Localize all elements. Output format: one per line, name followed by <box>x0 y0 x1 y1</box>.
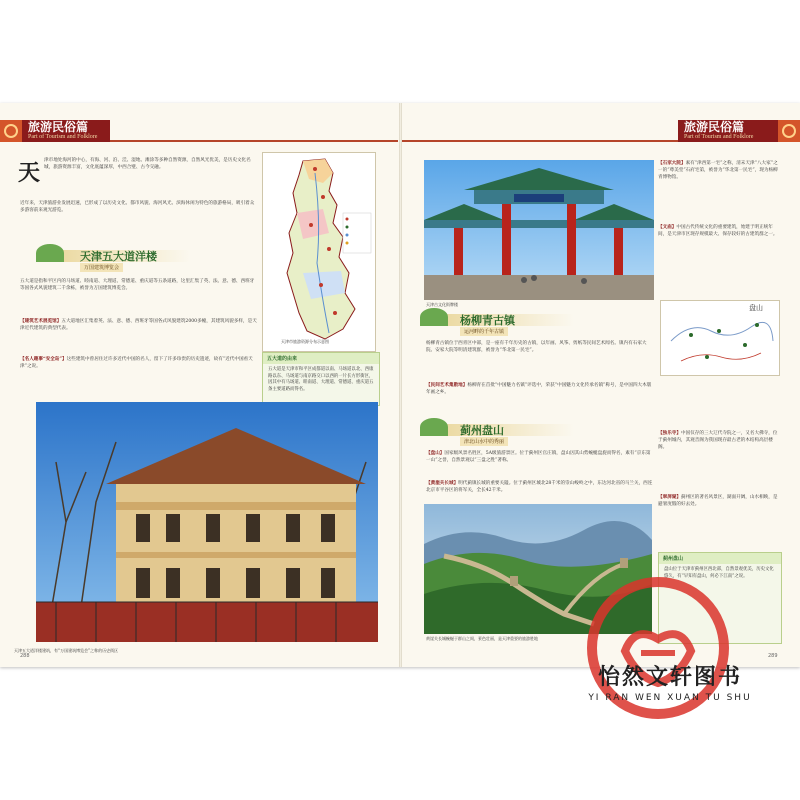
section-subtitle-panshan: 津北山水中的秀丽 <box>460 437 508 446</box>
great-wall-photo-caption: 黄崖关长城蜿蜒于群山之间，景色壮丽，是天津重要的旅游胜地 <box>426 636 538 641</box>
ornament-icon <box>0 120 22 142</box>
yangliuqing-item <box>426 382 654 402</box>
archway-photo <box>424 160 654 300</box>
left-header <box>0 120 398 142</box>
item-text: 杨柳青在首批“中国魅力名镇”评选中，荣获“中国魅力文化传承名镇”称号，是中国四大木版年画之乡。 <box>426 383 652 395</box>
wudadao-photo <box>36 402 378 642</box>
panshan-map-graphic <box>661 301 779 375</box>
left-header-rule <box>110 140 398 142</box>
item-label: 【建筑艺术展览馆】 <box>20 319 62 324</box>
item-label: 【民间艺术集散地】 <box>426 383 468 388</box>
section-subtitle-yangliuqing: 运河畔的千年古镇 <box>460 327 508 336</box>
archway-photo-caption: 天津古文化街牌楼 <box>426 302 458 307</box>
column-item-4 <box>658 494 778 544</box>
item-text: 中国仅存的三大辽代寺院之一，又名大佛寺，位于蓟州城内，其观音阁为我国现存最古老的木结构高层楼阁。 <box>658 431 778 450</box>
item-text: 这些建筑中曾居住过许多近代中国的名人，留下了许多珍贵的历史遗迹，故有“近代中国看天津”之说。 <box>20 357 253 369</box>
intro-paragraph: 津市地处海河的中心，有海、河、泊、洼、湿地、滩涂等多种自然资源，自然风光优美，是历史文化名城，旅游资源丰富，文化底蕴深厚，中西合璧、古今交融。 <box>44 158 251 170</box>
column-item-1 <box>658 160 778 220</box>
panshan-map <box>660 300 780 376</box>
section-title-wudadao: 天津五大道洋楼 <box>80 250 157 263</box>
sidebox-wudadao-origin <box>262 352 380 406</box>
right-header-rule <box>402 140 678 142</box>
section-title-panshan: 蓟州盘山 <box>460 424 504 437</box>
map-caption: 天津市旅游资源分布示意图 <box>281 339 329 344</box>
sidebox-title: 五大道的由来 <box>263 353 379 364</box>
header-title-zh: 旅游民俗篇 <box>28 120 89 134</box>
wudadao-photo-caption: 天津五大道洋楼建筑，有“万国建筑博览会”之称的历史街区 <box>14 648 119 653</box>
section-subtitle-wudadao: 万国建筑博览会 <box>80 263 123 272</box>
sidebox-text: 五大道是天津市和平区成都道以南、马场道以北、西康路以东、马场道与南京路交口以西的一片长方形街区，因其中有马场道、睦南道、大理道、常德道、重庆道五条主要道路而得名。 <box>268 367 374 392</box>
item-label: 【石家大院】 <box>658 161 686 166</box>
right-header <box>402 120 800 142</box>
item-label: 【盘山】 <box>426 451 445 456</box>
header-title-en: Part of Tourism and Folklore <box>28 134 98 140</box>
wudadao-paragraph: 五大道是指和平区内的马场道、睦南道、大理道、常德道、重庆道等五条道路，这里汇集了英、法、意、德、西班牙等国各式风貌建筑二千余栋，被誉为万国建筑博览会。 <box>20 279 255 291</box>
right-header-title <box>678 120 778 142</box>
wudadao-item-1 <box>20 318 258 346</box>
item-label: 【翠屏湖】 <box>658 495 681 500</box>
section-title-yangliuqing: 杨柳青古镇 <box>460 314 515 327</box>
intro-paragraph-2: 近年来，天津旅游业发展迅速，已形成了以历史文化、都市风貌、海河风光、滨海休闲为特色的旅游格局，吸引着众多游客前来观光游览。 <box>20 201 255 213</box>
column-item-2 <box>658 224 778 264</box>
ornament-icon <box>778 120 800 142</box>
item-text: 蓟州区的著名风景区，湖面开阔，山水相映，是避暑度假的好去处。 <box>658 495 778 507</box>
column-item-3 <box>658 430 778 490</box>
huangyaguan-item <box>426 480 654 502</box>
archway-photo-graphic <box>424 160 654 300</box>
yangliuqing-paragraph: 杨柳青古镇位于西青区中部，是一座有千年历史的古镇，以年画、风筝、剪纸等民间艺术闻名。镇内有石家大院、安家大院等明清建筑群，被誉为“华北第一民宅”。 <box>426 341 647 353</box>
map-graphic <box>263 153 375 351</box>
sidebox-title: 蓟州盘山 <box>659 553 781 564</box>
brand-pinyin: YI RAN WEN XUAN TU SHU <box>588 693 752 703</box>
item-label: 【文庙】 <box>658 225 677 230</box>
left-header-title <box>22 120 110 142</box>
tree-icon <box>420 418 448 436</box>
header-title-en: Part of Tourism and Folklore <box>684 134 754 140</box>
item-text: 明代蓟镇长城的重要关隘。位于蓟州区城北28千米的崇山峻岭之中，东达河北省的马兰关，西连北京市平谷区的将军关，全长42千米。 <box>426 481 653 493</box>
wudadao-photo-graphic <box>36 402 378 642</box>
item-label: 【独乐寺】 <box>658 431 681 436</box>
item-text: 素有“津西第一宅”之称，清末天津“八大家”之一的“尊美堂”石府宅第，被誉为“华北第一民宅”，现为杨柳青博物馆。 <box>658 161 778 180</box>
panshan-item <box>426 450 654 476</box>
intro-dropcap: 天 <box>18 160 41 186</box>
brand-name: 怡然文轩图书 <box>597 665 742 690</box>
item-label: 【名人趣事“安全岛”】 <box>20 357 67 362</box>
wudadao-item-2 <box>20 356 258 392</box>
brand-wordmark <box>565 660 775 703</box>
tree-icon <box>420 308 448 326</box>
tree-icon <box>36 244 64 262</box>
header-title-zh: 旅游民俗篇 <box>684 120 745 134</box>
left-page-number: 288 <box>20 653 30 659</box>
book-gutter <box>399 103 402 667</box>
tianjin-map <box>262 152 376 352</box>
item-label: 【黄崖关长城】 <box>426 481 459 486</box>
right-page-number: 289 <box>768 653 778 659</box>
map-label: 盘山 <box>749 304 763 312</box>
sidebox-text: 盘山位于天津市蓟州区西北部，自然景观优美，历史文化悠久，有“早知有盘山，何必下江南”之说。 <box>664 567 774 579</box>
item-text: 五大道地区汇集着英、法、意、德、西班牙等国各式风貌建筑2000多幢，其建筑风貌多样，是天津近代建筑的典型代表。 <box>20 319 257 331</box>
item-text: 中国古代传统文化的重要建筑，始建于明正统年间，是天津市区现存规模最大、保存较好的古建筑群之一。 <box>658 225 778 237</box>
item-text: 国家级风景名胜区，5A级旅游景区。位于蓟州区官庄镇，盘山因其山势蜿蜒盘旋而得名，素有“京东第一山”之誉，自然景观以“三盘之胜”著称。 <box>426 451 651 463</box>
